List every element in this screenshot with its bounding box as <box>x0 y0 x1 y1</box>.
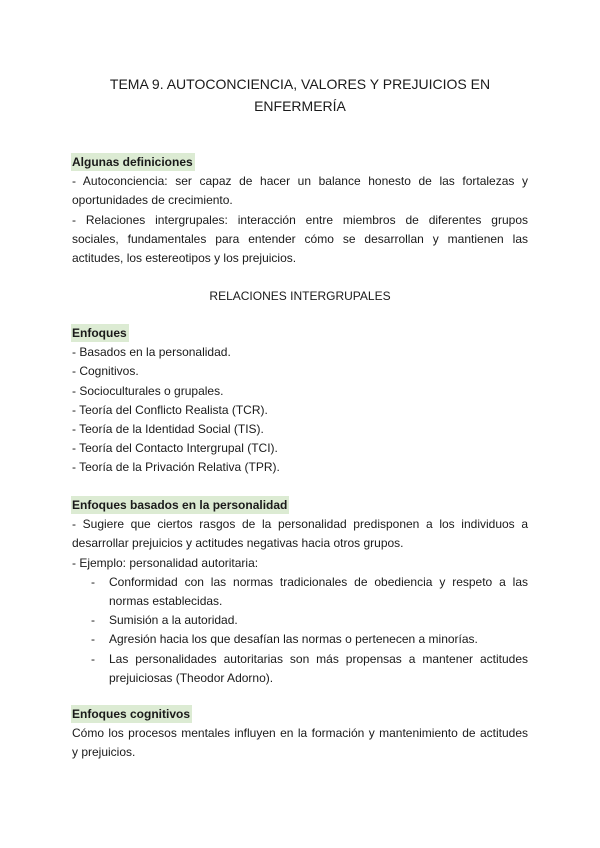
relaciones-line-1: - Relaciones intergrupales: interacción entre miembros de diferentes grupos <box>72 212 528 227</box>
enfoques-heading: Enfoques <box>72 326 127 340</box>
personalidad-heading: Enfoques basados en la personalidad <box>72 498 288 512</box>
dash-bullet: - <box>91 613 95 628</box>
definitions-heading: Algunas definiciones <box>72 155 193 169</box>
title-line-1: TEMA 9. AUTOCONCIENCIA, VALORES Y PREJUICIOS EN <box>109 76 491 92</box>
sub-item-4-line-1: Las personalidades autoritarias son más propensas a mantener actitudes <box>109 651 528 666</box>
dash-bullet: - <box>91 574 95 589</box>
definitions-section <box>72 153 528 268</box>
dash-bullet: - <box>91 632 95 647</box>
list-item: - Socioculturales o grupales. <box>72 383 224 398</box>
cognitivos-line-1: Cómo los procesos mentales influyen en la formación y mantenimiento de actitudes <box>72 726 528 741</box>
sub-list-item <box>72 573 528 611</box>
sugiere-line-2: desarrollar prejuicios y actitudes negativas hacia otros grupos. <box>72 536 404 551</box>
cognitivos-heading: Enfoques cognitivos <box>72 707 191 721</box>
autoconciencia-line-2: oportunidades de crecimiento. <box>72 193 233 208</box>
sub-item-2: Sumisión a la autoridad. <box>109 613 238 628</box>
relaciones-line-3: actitudes, los estereotipos y los prejuicios. <box>72 251 297 266</box>
relaciones-line-2: sociales, fundamentales para entender cómo se desarrollan y mantienen las <box>72 231 528 246</box>
section-title: RELACIONES INTERGRUPALES <box>209 289 391 303</box>
personalidad-section <box>72 496 528 688</box>
list-item: - Cognitivos. <box>72 364 139 379</box>
list-item: - Teoría de la Identidad Social (TIS). <box>72 422 264 437</box>
sub-list-item <box>72 611 528 630</box>
sugiere-line-1: - Sugiere que ciertos rasgos de la personalidad predisponen a los individuos a <box>72 517 528 532</box>
sub-item-3: Agresión hacia los que desafían las normas o pertenecen a minorías. <box>109 632 478 647</box>
sub-list-item <box>72 650 528 688</box>
list-item: - Teoría de la Privación Relativa (TPR). <box>72 460 280 475</box>
enfoques-section <box>72 324 528 478</box>
sub-item-1-line-2: normas establecidas. <box>109 594 223 609</box>
page-title <box>80 73 520 117</box>
autoconciencia-line-1: - Autoconciencia: ser capaz de hacer un balance honesto de las fortalezas y <box>72 174 528 189</box>
dash-bullet: - <box>91 651 95 666</box>
ejemplo-line: - Ejemplo: personalidad autoritaria: <box>72 555 259 570</box>
list-item: - Basados en la personalidad. <box>72 345 231 360</box>
sub-item-1-line-1: Conformidad con las normas tradicionales de obediencia y respeto a las <box>109 574 528 589</box>
cognitivos-section <box>72 705 528 763</box>
cognitivos-line-2: y prejuicios. <box>72 745 136 760</box>
sub-list-item <box>72 630 528 649</box>
list-item: - Teoría del Conflicto Realista (TCR). <box>72 402 268 417</box>
title-line-2: ENFERMERÍA <box>254 98 346 114</box>
list-item: - Teoría del Contacto Intergrupal (TCI). <box>72 441 278 456</box>
sub-item-4-line-2: prejuiciosas (Theodor Adorno). <box>109 670 274 685</box>
